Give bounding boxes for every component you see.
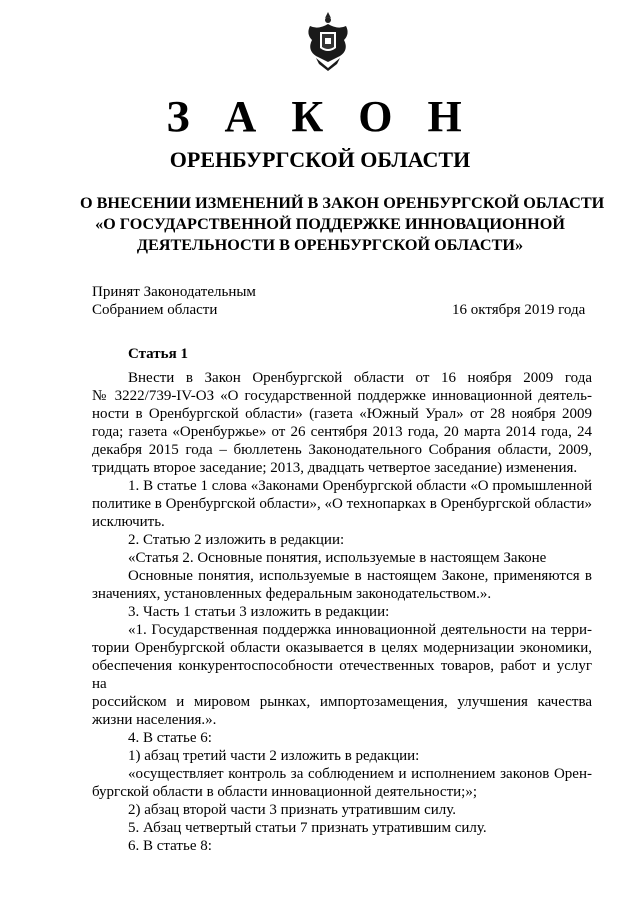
subtitle-line-3: ДЕЯТЕЛЬНОСТИ В ОРЕНБУРГСКОЙ ОБЛАСТИ»: [136, 236, 524, 254]
body-line: «1. Государственная поддержка инновационной деятельности на терри-: [128, 622, 592, 638]
body-line: 2. Статью 2 изложить в редакции:: [128, 532, 345, 548]
body-line: 4. В статье 6:: [128, 730, 212, 746]
body-line: 5. Абзац четвертый статьи 7 признать утратившим силу.: [128, 820, 487, 836]
subtitle-line-1: О ВНЕСЕНИИ ИЗМЕНЕНИЙ В ЗАКОН ОРЕНБУРГСКОЙ ОБЛАСТИ: [80, 194, 605, 212]
body-line: Основные понятия, используемые в настоящем Законе, применяются в: [128, 568, 592, 584]
body-line: ности в Оренбургской области» (газета «Южный Урал» от 28 ноября 2009: [92, 406, 592, 422]
body-line: Внести в Закон Оренбургской области от 16 ноября 2009 года: [128, 370, 592, 386]
body-line: 3. Часть 1 статьи 3 изложить в редакции:: [128, 604, 390, 620]
subtitle-line-2: «О ГОСУДАРСТВЕННОЙ ПОДДЕРЖКЕ ИННОВАЦИОННОЙ: [95, 215, 565, 233]
body-line: российском и мировом рынках, импортозамещения, улучшения качества: [92, 694, 592, 710]
body-line: значениях, установленных федеральным законодательством.».: [92, 586, 492, 602]
adoption-line-1: Принят Законодательным: [92, 284, 256, 300]
body-line: бургской области в области инновационной деятельности;»;: [92, 784, 478, 800]
body-line: 1) абзац третий части 2 изложить в редакции:: [128, 748, 420, 764]
adoption-line-2: Собранием области: [92, 302, 218, 318]
law-title: З А К О Н: [166, 92, 474, 141]
body-line: 1. В статье 1 слова «Законами Оренбургской области «О промышленной: [128, 478, 592, 494]
body-line: обеспечения конкурентоспособности отечественных товаров, работ и услуг на: [92, 658, 592, 692]
body-line: тридцать второе заседание; 2013, двадцать четвертое заседание) изменения.: [92, 460, 578, 476]
body-line: 6. В статье 8:: [128, 838, 212, 854]
article-body: [92, 369, 592, 855]
body-line: года; газета «Оренбуржье» от 26 сентября 2013 года, 20 марта 2014 года, 24: [92, 424, 592, 440]
body-line: декабря 2015 года – бюллетень Законодательного Собрания области, 2009,: [92, 442, 592, 458]
adoption-date: 16 октября 2019 года: [452, 302, 586, 318]
body-line: тории Оренбургской области оказывается в целях модернизации экономики,: [92, 640, 592, 656]
region-title: ОРЕНБУРГСКОЙ ОБЛАСТИ: [169, 147, 471, 172]
body-line: «Статья 2. Основные понятия, используемые в настоящем Законе: [128, 550, 547, 566]
body-line: политике в Оренбургской области», «О технопарках в Оренбургской области»: [92, 496, 592, 512]
coat-of-arms-emblem: [304, 10, 352, 72]
body-line: исключить.: [92, 514, 165, 530]
body-line: «осуществляет контроль за соблюдением и исполнением законов Орен-: [128, 766, 592, 782]
body-line: № 3222/739-IV-ОЗ «О государственной поддержке инновационной деятель-: [92, 388, 592, 404]
body-line: жизни населения.».: [92, 712, 217, 728]
article-title: Статья 1: [128, 346, 188, 362]
body-line: 2) абзац второй части 3 признать утратившим силу.: [128, 802, 457, 818]
